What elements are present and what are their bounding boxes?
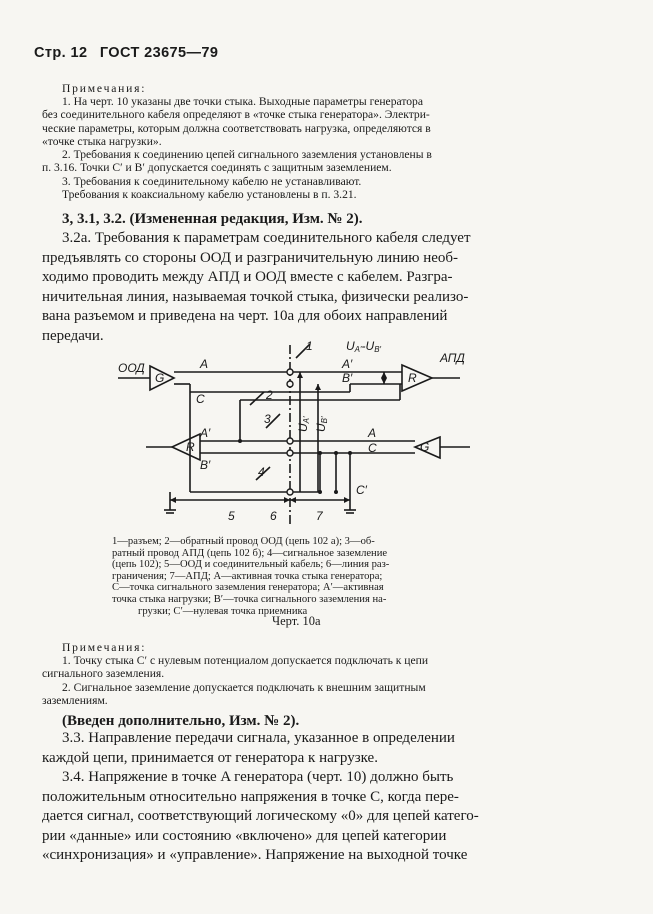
- note-line: п. 3.16. Точки C′ и B′ допускается соединять с защитным заземлением.: [42, 161, 392, 175]
- notes-block-1: [62, 82, 568, 95]
- label-c1: C′: [356, 483, 367, 497]
- legend-line: грузки; C′—нулевая точка приемника: [138, 605, 308, 617]
- label-a-top: A: [200, 357, 209, 371]
- label-apd: АПД: [440, 351, 465, 365]
- notes-title: Примечания:: [62, 82, 147, 95]
- legend-line: 1—разъем; 2—обратный провод ООД (цепь 102 а); 3—об-: [112, 536, 375, 547]
- para-line: ничительная линия, называемая точкой стыка, физически реализо-: [42, 288, 469, 305]
- label-c-top: C: [196, 392, 205, 406]
- label-uab: UA′-UB′: [346, 339, 382, 354]
- label-ua: UA′: [296, 416, 311, 432]
- note-line: заземлениям.: [42, 693, 108, 707]
- note-line: «точке стыка нагрузки».: [42, 134, 162, 148]
- note-line: 1. Точку стыка C′ с нулевым потенциалом допускается подключать к цепи: [62, 654, 429, 667]
- para-line: 3.2а. Требования к параметрам соединительного кабеля следует: [62, 230, 471, 246]
- callout-1: 1: [306, 339, 313, 353]
- note-line: 3. Требования к соединительному кабелю не устанавливают.: [62, 174, 362, 188]
- figure-legend: [112, 536, 512, 617]
- page-header: [34, 45, 226, 61]
- receiver-triangle-top: [402, 365, 432, 391]
- para-line: дается сигнал, соответствующий логическому «0» для цепей катего-: [42, 808, 479, 825]
- para-line: 3.4. Напряжение в точке A генератора (черт. 10) должно быть: [62, 769, 454, 785]
- legend-line: ратный провод АПД (цепь 102 б); 4—сигнальное заземление: [112, 547, 388, 559]
- notes-list-1: [42, 95, 568, 201]
- label-c-bottom: C: [368, 441, 377, 455]
- para-line: предъявлять со стороны ООД и разграничительную линию необ-: [42, 249, 459, 266]
- label-g-bottom: G: [420, 440, 430, 454]
- callout-7: 7: [316, 509, 323, 523]
- notes-title: Примечания:: [62, 641, 147, 654]
- label-b1-top: B′: [342, 371, 353, 385]
- legend-line: граничения; 7—АПД; A—активная точка стыка генератора;: [112, 570, 383, 582]
- interface-diagram: [0, 330, 653, 535]
- page-number: Стр. 12: [34, 45, 88, 61]
- note-line: без соединительного кабеля определяют в «точке стыка генератора». Электри-: [42, 108, 430, 122]
- paragraph-3-3: [42, 729, 568, 768]
- note-line: 1. На черт. 10 указаны две точки стыка. Выходные параметры генератора: [62, 95, 424, 108]
- note-line: Требования к коаксиальному кабелю установлены в п. 3.21.: [62, 188, 357, 202]
- para-line: ходимо проводить между АПД и ООД вместе с кабелем. Разгра-: [42, 269, 453, 286]
- callout-5: 5: [228, 509, 235, 523]
- label-ub: UB′: [314, 416, 329, 432]
- label-a1-top: A′: [342, 357, 353, 371]
- note-line: 2. Требования к соединению цепей сигнального заземления установлены в: [62, 148, 432, 162]
- note-line: сигнального заземления.: [42, 667, 165, 681]
- callout-3: 3: [264, 412, 271, 426]
- label-a1-bottom: A′: [200, 426, 211, 440]
- figure-caption: Черт. 10а: [272, 614, 321, 628]
- paragraph-3-2a: [42, 229, 568, 347]
- label-g-top: G: [155, 371, 165, 385]
- notes-title-2: [62, 641, 146, 654]
- legend-line: точка стыка нагрузки; B′—точка сигнального заземления на-: [112, 593, 387, 605]
- para-line: положительным относительно напряжения в точке C, когда пере-: [42, 788, 459, 805]
- standard-number: ГОСТ 23675—79: [99, 45, 219, 61]
- label-a-bottom: A: [368, 426, 377, 440]
- note-line: 2. Сигнальное заземление допускается подключать к внешним защитным: [62, 680, 426, 694]
- label-ood: ООД: [118, 361, 145, 375]
- notes-list-2: [42, 654, 568, 707]
- legend-line: C—точка сигнального заземления генератора; A′—активная: [112, 582, 384, 594]
- callout-6: 6: [270, 509, 277, 523]
- legend-line: (цепь 102); 5—ООД и соединительный кабель; 6—линия раз-: [112, 559, 390, 571]
- amendment-note: 3, 3.1, 3.2. (Измененная редакция, Изм. № 2).: [62, 211, 363, 227]
- callout-2: 2: [266, 388, 273, 402]
- label-r-top: R: [408, 371, 417, 385]
- para-line: «синхронизация» и «управление». Напряжение на выходной точке: [42, 847, 468, 864]
- para-line: каждой цепи, принимается от генератора к нагрузке.: [42, 749, 378, 766]
- para-line: рии «данные» или состоянию «включено» для цепей категории: [42, 827, 447, 844]
- note-line: ческие параметры, которым должна соответствовать нагрузка, определяются в: [42, 121, 431, 135]
- para-line: 3.3. Направление передачи сигнала, указанное в определении: [62, 730, 455, 746]
- para-line: вана разъемом и приведена на черт. 10а для обоих направлений: [42, 308, 448, 325]
- paragraph-3-4: [42, 768, 568, 866]
- callout-4: 4: [258, 465, 265, 479]
- label-b1-bottom: B′: [200, 458, 211, 472]
- label-r-bottom: R: [186, 440, 195, 454]
- amendment-note-2: (Введен дополнительно, Изм. № 2).: [62, 713, 300, 729]
- para-line: передачи.: [42, 327, 104, 344]
